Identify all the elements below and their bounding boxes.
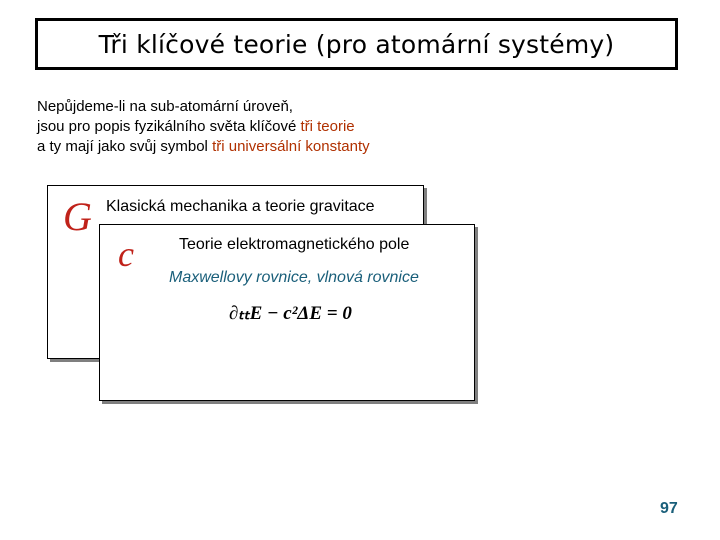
intro-line-1 (37, 97, 370, 117)
three-constants-highlight: tři universální konstanty (212, 138, 370, 155)
intro-line-3-text: a ty mají jako svůj symbol (37, 138, 213, 155)
em-card-subtitle: Maxwellovy rovnice, vlnová rovnice (169, 269, 419, 286)
intro-line-1-text: Nepůjdeme-li na sub-atomární úroveň, (37, 98, 293, 115)
wave-equation: ∂ₜₜE − c²ΔE = 0 (229, 303, 352, 324)
slide-title: Tři klíčové teorie (pro atomární systémy) (98, 29, 615, 59)
intro-line-2 (37, 117, 370, 137)
title-box (35, 18, 678, 70)
gravity-card-title: Klasická mechanika a teorie gravitace (106, 198, 375, 215)
page-number: 97 (660, 500, 678, 517)
three-theories-highlight: tři teorie (300, 118, 355, 135)
intro-text (37, 97, 370, 157)
intro-line-3 (37, 137, 370, 157)
intro-line-2-text: jsou pro popis fyzikálního světa klíčové (37, 118, 301, 135)
gravitational-constant-symbol: G (63, 194, 92, 239)
em-card-title: Teorie elektromagnetického pole (179, 236, 410, 253)
em-theory-card (99, 224, 475, 401)
speed-of-light-symbol: c (118, 234, 134, 274)
